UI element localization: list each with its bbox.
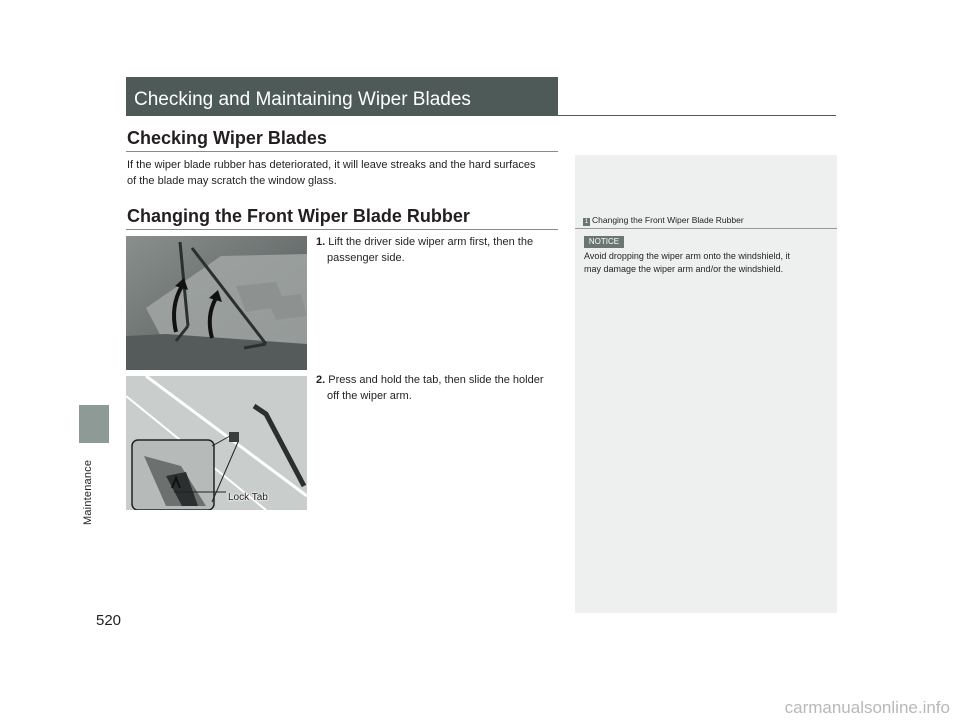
lock-tab-callout: Lock Tab <box>228 492 268 503</box>
step-1-line-2: passenger side. <box>327 252 405 264</box>
lock-tab-illustration <box>126 376 307 510</box>
heading-rule <box>126 151 558 152</box>
step-2-number: 2. <box>316 374 326 386</box>
notice-line-1: Avoid dropping the wiper arm onto the windshield, it <box>584 251 790 261</box>
page-number: 520 <box>96 612 122 629</box>
sidebar-rule <box>575 228 837 229</box>
intro-line-1: If the wiper blade rubber has deteriorated, it will leave streaks and the hard surfaces <box>127 159 536 171</box>
notice-line-2: may damage the wiper arm and/or the windshield. <box>584 264 784 274</box>
banner-rule <box>126 115 836 116</box>
step-2-line-1: Press and hold the tab, then slide the holder <box>328 374 544 386</box>
sidebar-title-text: Changing the Front Wiper Blade Rubber <box>592 215 744 225</box>
reference-mark-icon: 1 <box>584 219 589 225</box>
step-2-line-2: off the wiper arm. <box>327 390 412 402</box>
section-tab-marker <box>79 405 109 443</box>
step-1-number: 1. <box>316 236 326 248</box>
wiper-arms-lifted-illustration <box>126 236 307 370</box>
sidebar-note-title <box>583 215 744 226</box>
notice-text <box>584 250 832 276</box>
intro-line-2: of the blade may scratch the window glass. <box>127 175 337 187</box>
section-tab-label: Maintenance <box>82 459 94 525</box>
watermark: carmanualsonline.info <box>784 698 950 717</box>
intro-paragraph <box>127 157 567 189</box>
step-1 <box>316 234 561 266</box>
heading-rule <box>126 229 558 230</box>
heading-changing-blade-rubber: Changing the Front Wiper Blade Rubber <box>127 206 470 226</box>
notice-badge: NOTICE <box>584 236 624 248</box>
step-1-line-1: Lift the driver side wiper arm first, then the <box>328 236 534 248</box>
chapter-banner: Checking and Maintaining Wiper Blades <box>126 77 558 115</box>
windshield-drawing <box>126 236 307 370</box>
step-2 <box>316 372 561 404</box>
lock-tab-drawing <box>126 376 307 510</box>
heading-checking-wiper-blades: Checking Wiper Blades <box>127 128 327 148</box>
